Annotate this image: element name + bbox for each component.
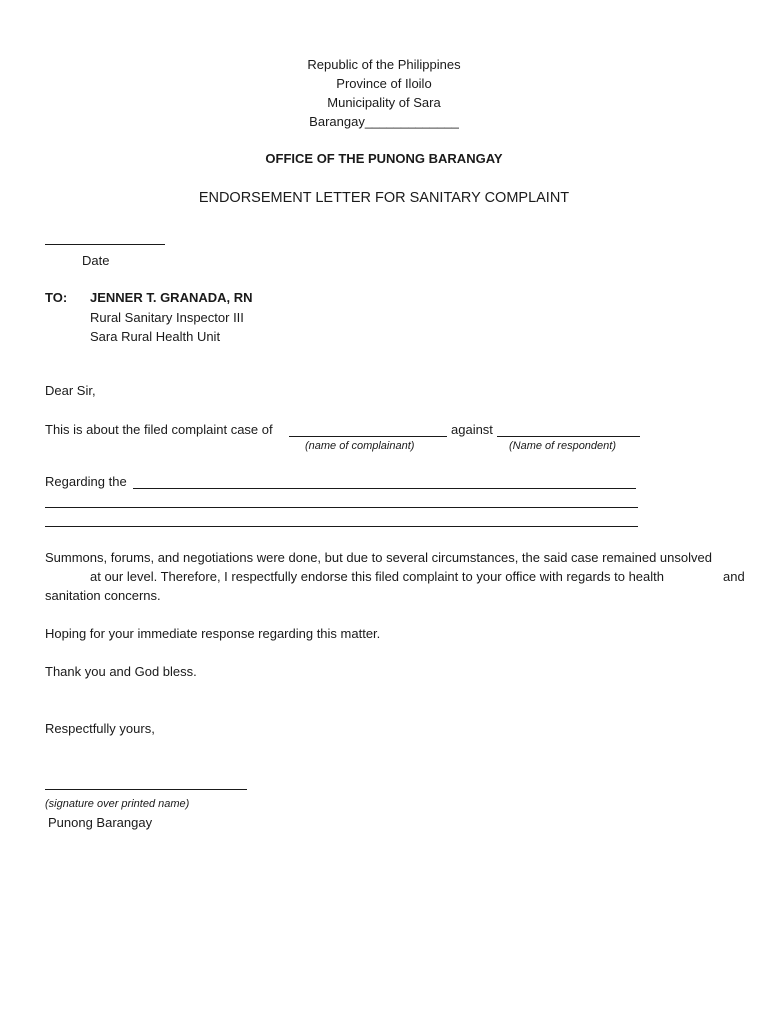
header-barangay: Barangay_____________ <box>309 114 459 129</box>
complainant-blank-line <box>289 436 447 437</box>
closing-text: Respectfully yours, <box>45 721 155 736</box>
recipient-position: Rural Sanitary Inspector III <box>90 310 244 325</box>
body-line-1: Summons, forums, and negotiations were done, but due to several circumstances, the said case remained unsolved <box>45 550 712 565</box>
thanks-text: Thank you and God bless. <box>45 664 197 679</box>
recipient-name: JENNER T. GRANADA, RN <box>90 290 253 305</box>
date-label: Date <box>82 253 110 268</box>
regarding-blank-line-1 <box>133 488 636 489</box>
salutation: Dear Sir, <box>45 383 96 398</box>
regarding-label: Regarding the <box>45 474 127 489</box>
to-label: TO: <box>45 290 68 305</box>
header-municipality: Municipality of Sara <box>327 95 441 110</box>
recipient-office: Sara Rural Health Unit <box>90 329 221 344</box>
signature-blank-line <box>45 789 247 790</box>
document-title: ENDORSEMENT LETTER FOR SANITARY COMPLAINT <box>198 190 570 206</box>
header-province: Province of Iloilo <box>336 76 432 91</box>
against-text: against <box>451 422 493 437</box>
signature-caption: (signature over printed name) <box>45 798 190 810</box>
body-line-2: at our level. Therefore, I respectfully endorse this filed complaint to your office with regards to health <box>90 569 664 584</box>
signatory-title: Punong Barangay <box>48 815 153 830</box>
office-title: OFFICE OF THE PUNONG BARANGAY <box>265 151 503 166</box>
regarding-blank-line-2 <box>45 507 638 508</box>
complaint-case-text: This is about the filed complaint case of <box>45 422 273 437</box>
hoping-text: Hoping for your immediate response regarding this matter. <box>45 626 381 641</box>
date-blank-line <box>45 244 165 245</box>
respondent-caption: (Name of respondent) <box>509 440 616 452</box>
respondent-blank-line <box>497 436 640 437</box>
regarding-blank-line-3 <box>45 526 638 527</box>
header-republic: Republic of the Philippines <box>307 57 461 72</box>
complainant-caption: (name of complainant) <box>305 440 415 452</box>
body-line-3: sanitation concerns. <box>45 588 161 603</box>
body-line-2-end: and <box>723 569 745 584</box>
